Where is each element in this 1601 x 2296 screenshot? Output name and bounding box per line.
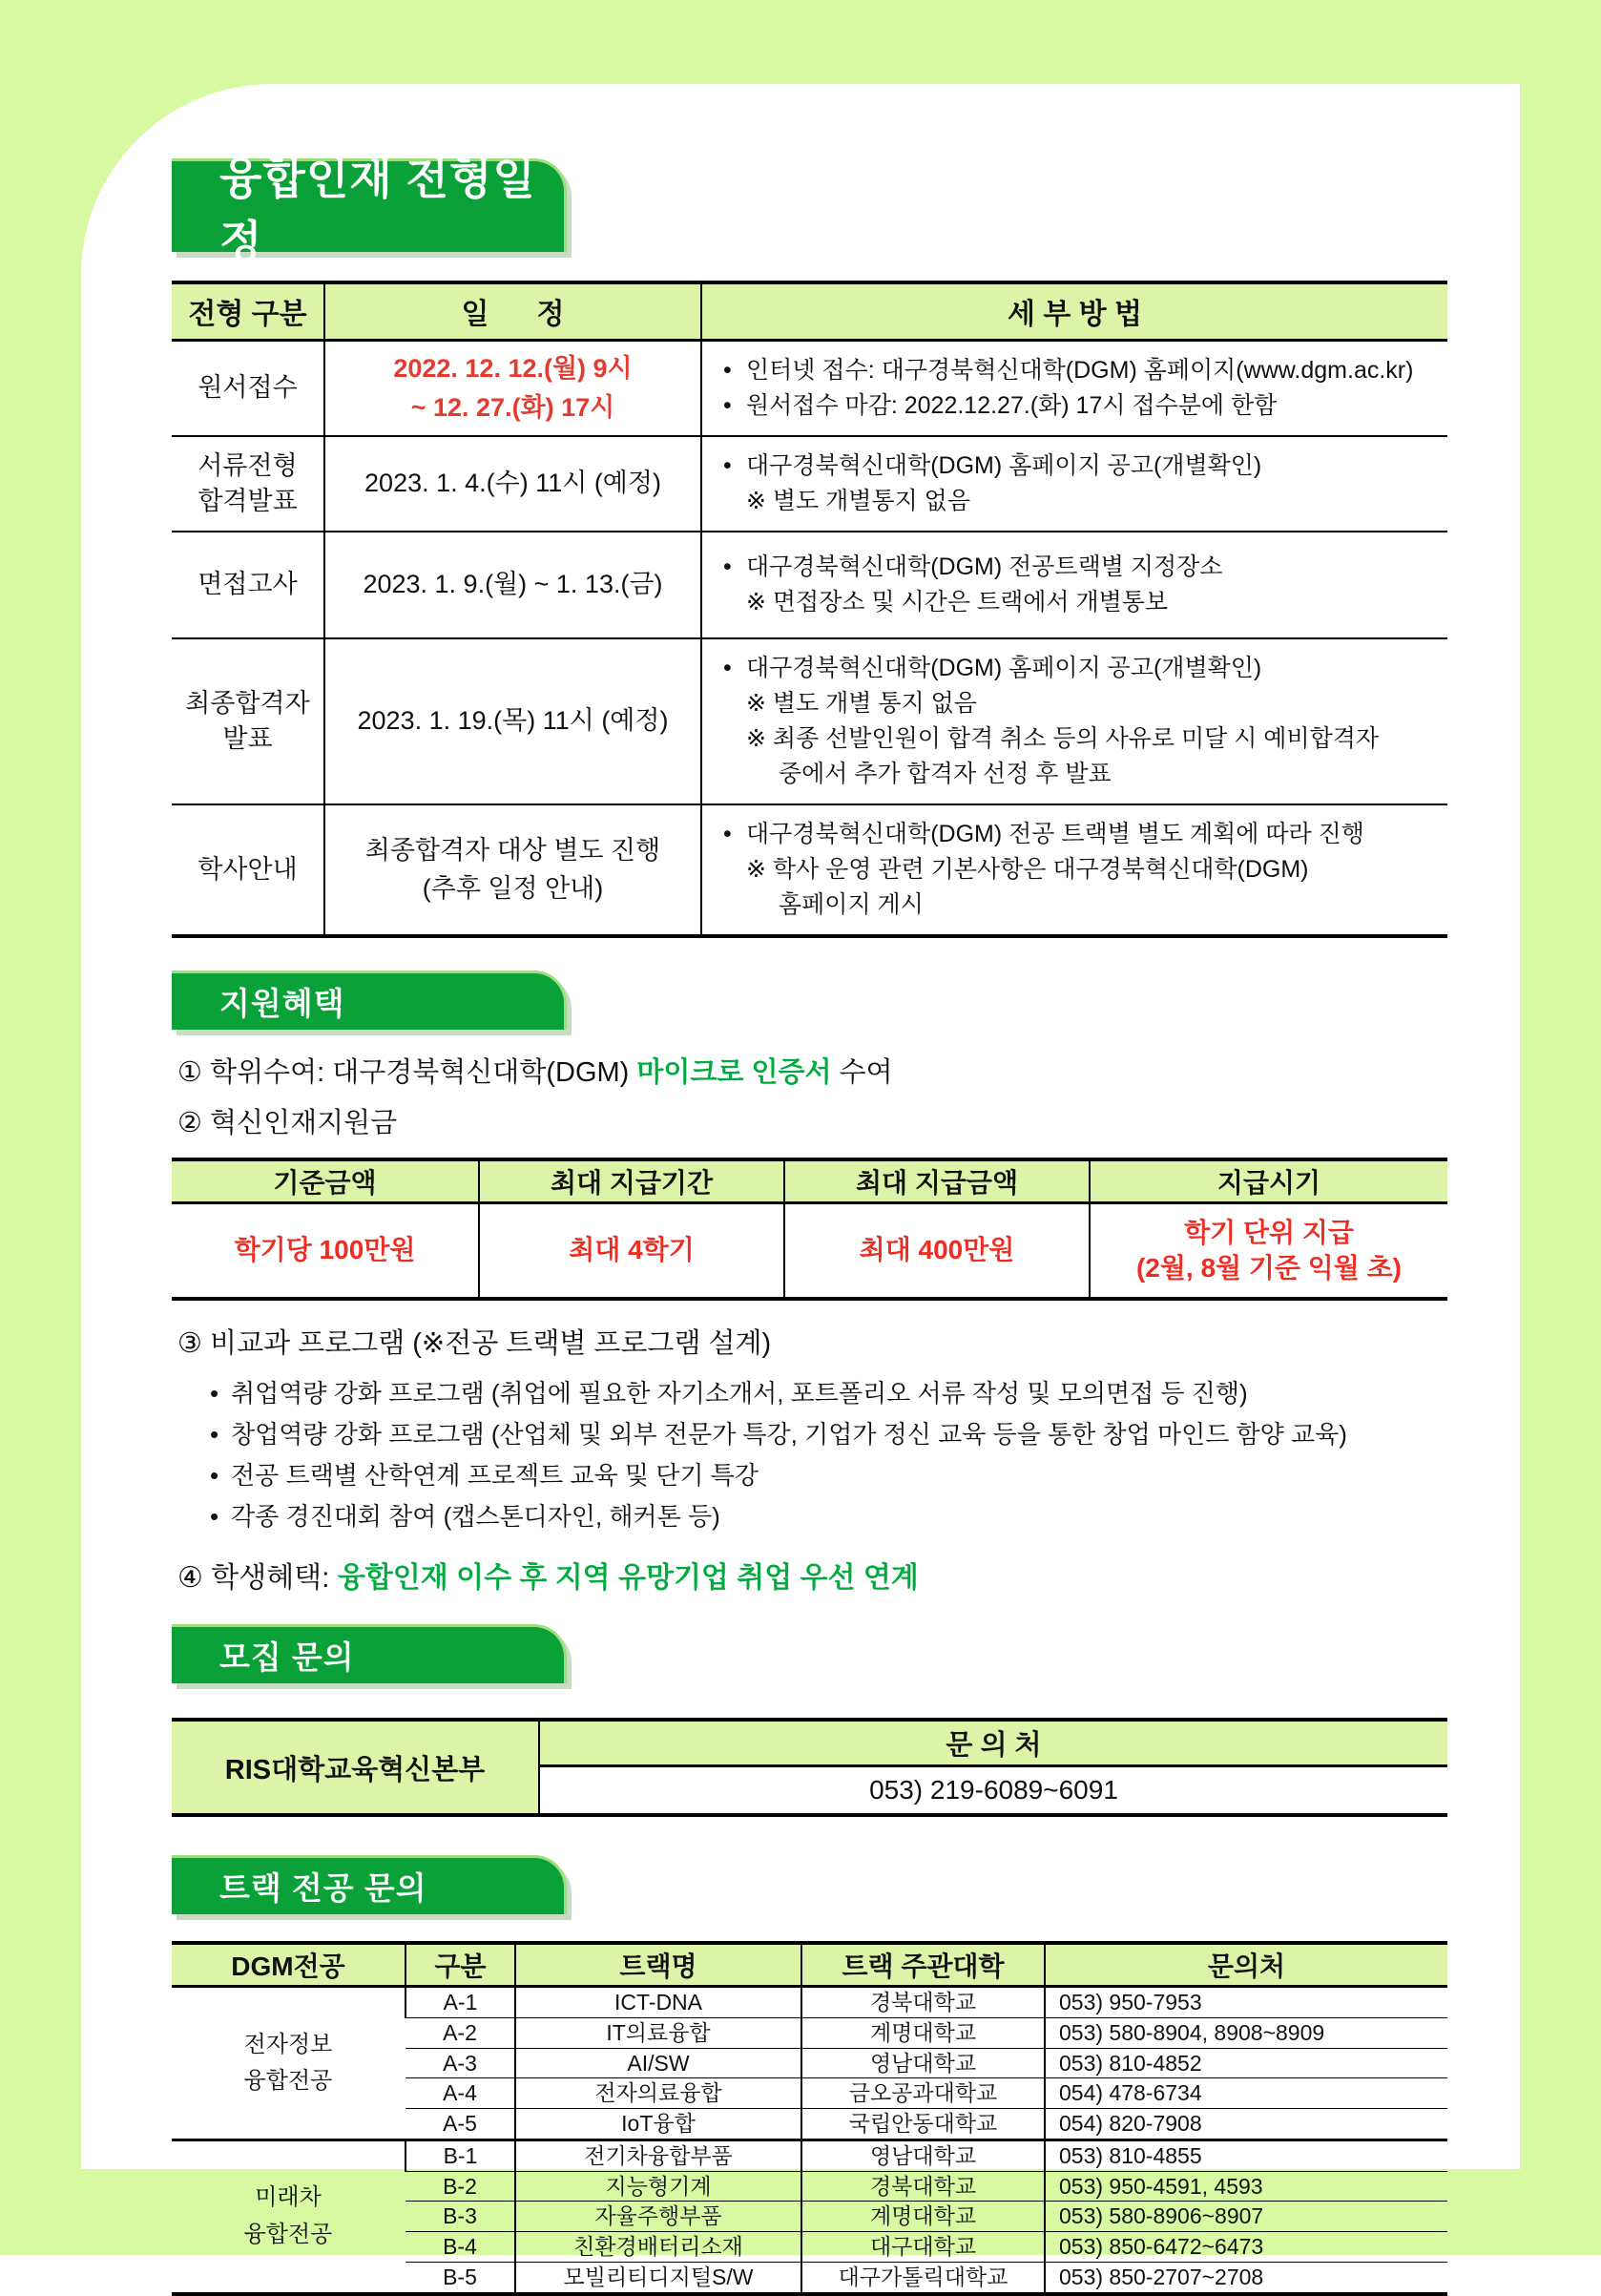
- schedule-date: 최종합격자 대상 별도 진행 (추후 일정 안내): [324, 804, 701, 936]
- recruit-contact-phone: 053) 219-6089~6091: [869, 1774, 1118, 1805]
- detail-line: • 대구경북혁신대학(DGM) 전공트랙별 지정장소: [716, 550, 1440, 585]
- benefit-item-3: ③ 비교과 프로그램 (※전공 트랙별 프로그램 설계): [177, 1327, 772, 1359]
- track-name-cell: 지능형기계: [515, 2171, 801, 2202]
- recruit-contact-row-1: [172, 1720, 1447, 1765]
- benefit-item-1-suffix: 수여: [831, 1056, 893, 1088]
- schedule-row: [172, 804, 1447, 936]
- grant-header-amount: 최대 지급금액: [784, 1159, 1090, 1203]
- track-phone-cell: 054) 820-7908: [1045, 2109, 1447, 2140]
- track-university-cell: 경북대학교: [801, 1987, 1045, 2018]
- track-university-cell: 금오공과대학교: [801, 2078, 1045, 2109]
- track-code-cell: A-4: [405, 2078, 515, 2109]
- schedule-category: 최종합격자 발표: [172, 638, 324, 804]
- schedule-row: [172, 532, 1447, 638]
- track-university-cell: 영남대학교: [801, 2139, 1045, 2171]
- schedule-details: [701, 340, 1447, 436]
- schedule-date: 2023. 1. 4.(수) 11시 (예정): [324, 436, 701, 532]
- schedule-category: 학사안내: [172, 804, 324, 936]
- detail-line: ※ 별도 개별통지 없음: [746, 487, 970, 514]
- schedule-header-date: 일 정: [324, 282, 701, 340]
- grant-header-timing: 지급시기: [1090, 1159, 1447, 1203]
- benefit-item-3-bullets: [206, 1376, 1447, 1534]
- track-row: [172, 1987, 1447, 2018]
- recruit-contact-table: [172, 1718, 1447, 1817]
- track-header-major: DGM전공: [172, 1943, 405, 1987]
- track-university-cell: 경북대학교: [801, 2171, 1045, 2202]
- schedule-row: [172, 436, 1447, 532]
- track-university-cell: 대구대학교: [801, 2232, 1045, 2263]
- schedule-category: 서류전형 합격발표: [172, 436, 324, 532]
- grant-header-base: 기준금액: [172, 1159, 479, 1203]
- track-phone-cell: 053) 950-4591, 4593: [1045, 2171, 1447, 2202]
- grant-value: 학기당 100만원: [234, 1235, 416, 1265]
- detail-line: 홈페이지 게시: [779, 890, 924, 918]
- track-header-phone: 문의처: [1045, 1943, 1447, 1987]
- track-table: [172, 1941, 1447, 2296]
- track-phone-cell: 053) 580-8906~8907: [1045, 2202, 1447, 2232]
- schedule-details: [701, 638, 1447, 804]
- track-header-code: 구분: [405, 1943, 515, 1987]
- schedule-header-method: 세 부 방 법: [701, 282, 1447, 340]
- schedule-date: 2022. 12. 12.(월) 9시 ~ 12. 27.(화) 17시: [324, 340, 701, 436]
- detail-line: ※ 최종 선발인원이 합격 취소 등의 사유로 미달 시 예비합격자: [746, 724, 1380, 752]
- schedule-header-category: 전형 구분: [172, 282, 324, 340]
- track-name-cell: IoT융합: [515, 2109, 801, 2140]
- track-name-cell: 전기차융합부품: [515, 2139, 801, 2171]
- detail-line: • 인터넷 접수: 대구경북혁신대학(DGM) 홈페이지(www.dgm.ac.kr): [716, 353, 1440, 388]
- grant-value: 최대 4학기: [479, 1203, 784, 1299]
- schedule-table: [172, 281, 1447, 938]
- track-header-row: [172, 1943, 1447, 1987]
- grant-value: 최대 400만원: [784, 1203, 1090, 1299]
- track-code-cell: B-2: [405, 2171, 515, 2202]
- track-code-cell: B-4: [405, 2232, 515, 2263]
- track-header-university: 트랙 주관대학: [801, 1943, 1045, 1987]
- track-university-cell: 계명대학교: [801, 2017, 1045, 2048]
- detail-line: • 대구경북혁신대학(DGM) 홈페이지 공고(개별확인): [716, 651, 1440, 686]
- track-name-cell: AI/SW: [515, 2048, 801, 2078]
- track-major-cell: 미래차 융합전공: [172, 2139, 405, 2293]
- schedule-date: 2023. 1. 9.(월) ~ 1. 13.(금): [324, 532, 701, 638]
- track-phone-cell: 054) 478-6734: [1045, 2078, 1447, 2109]
- track-phone-cell: 053) 850-2707~2708: [1045, 2262, 1447, 2293]
- grant-values-row: [172, 1203, 1447, 1299]
- grant-header-row: [172, 1159, 1447, 1203]
- benefit-bullet: • 창업역량 강화 프로그램 (산업체 및 외부 전문가 특강, 기업가 정신 교육 등을 통한 창업 마인드 함양 교육): [206, 1417, 1447, 1452]
- track-code-cell: A-2: [405, 2017, 515, 2048]
- track-name-cell: 모빌리티디지털S/W: [515, 2262, 801, 2293]
- section-badge-schedule-label: 융합인재 전형일정: [219, 153, 536, 266]
- benefit-item-2: ② 혁신인재지원금: [177, 1107, 398, 1138]
- track-university-cell: 대구가톨릭대학교: [801, 2262, 1045, 2293]
- recruit-contact-org: RIS대학교육혁신본부: [172, 1720, 539, 1815]
- grant-value: 학기 단위 지급 (2월, 8월 기준 익월 초): [1090, 1203, 1447, 1299]
- benefit-bullet: • 전공 트랙별 산학연계 프로젝트 교육 및 단기 특강: [206, 1458, 1447, 1493]
- benefit-item-1-highlight: 마이크로 인증서: [636, 1056, 832, 1088]
- track-phone-cell: 053) 950-7953: [1045, 1987, 1447, 2018]
- detail-line: • 원서접수 마감: 2022.12.27.(화) 17시 접수분에 한함: [716, 388, 1440, 424]
- section-badge-benefits: [172, 971, 567, 1030]
- schedule-category: 원서접수: [198, 373, 298, 403]
- track-header-name: 트랙명: [515, 1943, 801, 1987]
- track-phone-cell: 053) 810-4855: [1045, 2139, 1447, 2171]
- benefit-item-4-prefix: ④ 학생혜택:: [177, 1561, 338, 1594]
- schedule-date: 2023. 1. 19.(목) 11시 (예정): [324, 638, 701, 804]
- section-badge-schedule: [172, 153, 567, 266]
- detail-line: ※ 별도 개별 통지 없음: [746, 689, 977, 717]
- detail-line: ※ 면접장소 및 시간은 트랙에서 개별통보: [746, 588, 1169, 616]
- track-university-cell: 국립안동대학교: [801, 2109, 1045, 2140]
- schedule-details: [701, 532, 1447, 638]
- benefit-item-1: [177, 1054, 1447, 1092]
- detail-line: ※ 학사 운영 관련 기본사항은 대구경북혁신대학(DGM): [746, 855, 1309, 883]
- detail-line: • 대구경북혁신대학(DGM) 전공 트랙별 별도 계획에 따라 진행: [716, 817, 1440, 852]
- schedule-details: [701, 436, 1447, 532]
- benefit-bullet: • 취업역량 강화 프로그램 (취업에 필요한 자기소개서, 포트폴리오 서류 작성 및 모의면접 등 진행): [206, 1376, 1447, 1411]
- schedule-row: [172, 638, 1447, 804]
- track-phone-cell: 053) 580-8904, 8908~8909: [1045, 2017, 1447, 2048]
- recruit-contact-header: 문 의 처: [539, 1720, 1447, 1765]
- content-panel: [81, 84, 1520, 2289]
- track-code-cell: A-3: [405, 2048, 515, 2078]
- grant-table: [172, 1158, 1447, 1301]
- track-major-cell: 전자정보 융합전공: [243, 2031, 333, 2094]
- benefit-item-4-highlight: 융합인재 이수 후 지역 유망기업 취업 우선 연계: [337, 1561, 919, 1594]
- grant-header-period: 최대 지급기간: [479, 1159, 784, 1203]
- track-name-cell: 전자의료융합: [515, 2078, 801, 2109]
- track-code-cell: B-1: [405, 2139, 515, 2171]
- section-badge-track-contact: [172, 1855, 567, 1914]
- track-name-cell: IT의료융합: [515, 2017, 801, 2048]
- schedule-category: 면접고사: [172, 532, 324, 638]
- track-code-cell: B-3: [405, 2202, 515, 2232]
- track-code-cell: B-5: [405, 2262, 515, 2293]
- schedule-details: [701, 804, 1447, 936]
- section-badge-recruit-contact-label: 모집 문의: [219, 1639, 355, 1676]
- track-code-cell: A-5: [405, 2109, 515, 2140]
- track-name-cell: ICT-DNA: [515, 1987, 801, 2018]
- benefit-item-4: [177, 1559, 1447, 1598]
- detail-line: • 대구경북혁신대학(DGM) 홈페이지 공고(개별확인): [716, 449, 1440, 484]
- track-university-cell: 계명대학교: [801, 2202, 1045, 2232]
- section-badge-recruit-contact: [172, 1624, 567, 1683]
- track-phone-cell: 053) 850-6472~6473: [1045, 2232, 1447, 2263]
- track-row: [172, 2139, 1447, 2171]
- track-phone-cell: 053) 810-4852: [1045, 2048, 1447, 2078]
- track-name-cell: 자율주행부품: [515, 2202, 801, 2232]
- schedule-header-row: [172, 282, 1447, 340]
- section-badge-track-contact-label: 트랙 전공 문의: [219, 1870, 427, 1907]
- track-code-cell: A-1: [405, 1987, 515, 2018]
- track-name-cell: 친환경배터리소재: [515, 2232, 801, 2263]
- track-university-cell: 영남대학교: [801, 2048, 1045, 2078]
- benefit-item-1-prefix: ① 학위수여: 대구경북혁신대학(DGM): [177, 1056, 637, 1088]
- benefit-bullet: • 각종 경진대회 참여 (캡스톤디자인, 해커톤 등): [206, 1499, 1447, 1534]
- section-badge-benefits-label: 지원혜택: [219, 985, 345, 1021]
- schedule-row: [172, 340, 1447, 436]
- detail-line: 중에서 추가 합격자 선정 후 발표: [779, 760, 1112, 787]
